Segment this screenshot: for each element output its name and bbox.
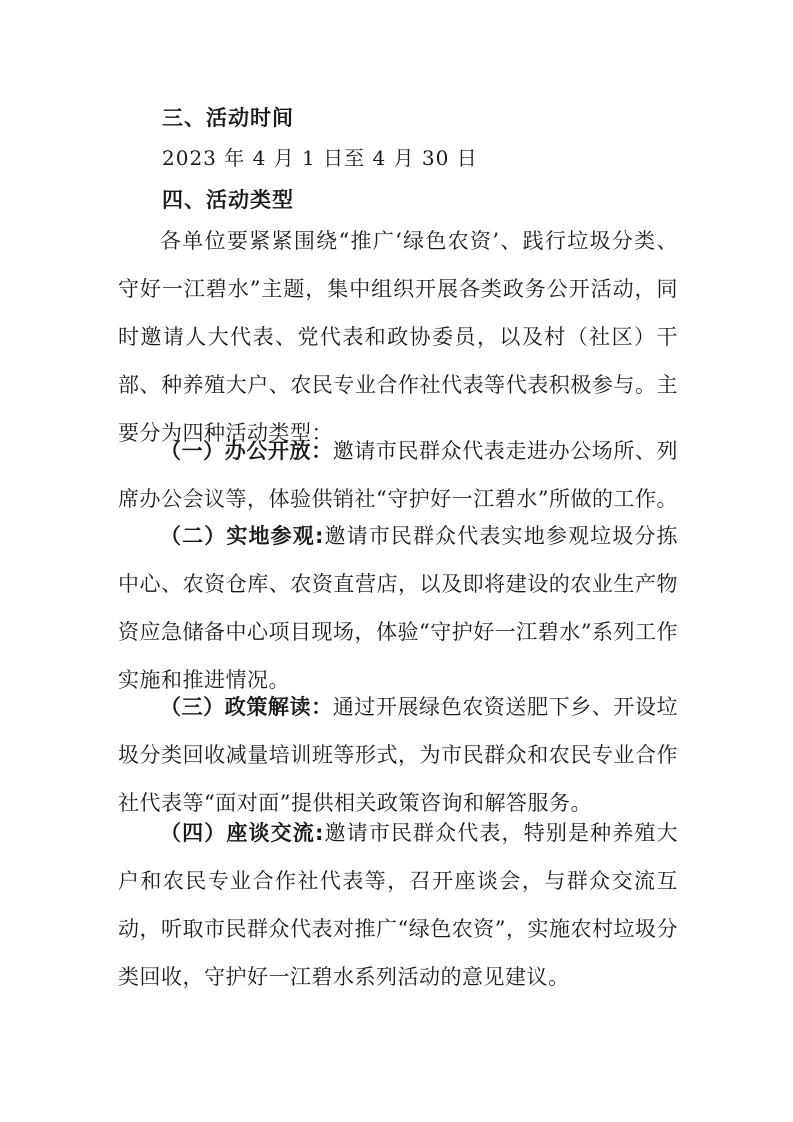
activity-item-office-open [118, 427, 678, 523]
section-4-heading: 四、活动类型 [162, 188, 294, 212]
activity-item-discussion [118, 809, 678, 1001]
item-label: （一）办公开放： [160, 439, 333, 463]
intro-paragraph: 各单位要紧紧围绕“推广‘绿色农资’、践行垃圾分类、守好一江碧水”主题，集中组织开展各类政务公开活动，同时邀请人大代表、党代表和政协委员，以及村（社区）干部、种养殖大户、农民专业合作社代表等代表积极参与。主要分为四种活动类型： [118, 229, 678, 445]
item-text: 通过开展绿色农资送肥下乡、开设垃圾分类回收减量培训班等形式，为市民群众和农民专业合作社代表等“面对面”提供相关政策咨询和解答服务。 [118, 695, 679, 815]
activity-date: 2023 年 4 月 1 日至 4 月 30 日 [162, 146, 478, 170]
item-label: （四）座谈交流: [160, 821, 324, 845]
item-text: 邀请市民群众代表，特别是种养殖大户和农民专业合作社代表等，召开座谈会，与群众交流互动，听取市民群众代表对推广“绿色农资”，实施农村垃圾分类回收，守护好一江碧水系列活动的意见建议。 [118, 821, 678, 989]
section-3-heading: 三、活动时间 [162, 106, 294, 130]
item-label: （二）实地参观: [160, 524, 324, 548]
item-text: 邀请市民群众代表走进办公场所、列席办公会议等，体验供销社“守护好一江碧水”所做的工作。 [118, 439, 679, 511]
activity-item-policy-interpretation [118, 683, 678, 827]
item-text: 邀请市民群众代表实地参观垃圾分拣中心、农资仓库、农资直营店，以及即将建设的农业生产物资应急储备中心项目现场，体验“守护好一江碧水”系列工作实施和推进情况。 [118, 524, 678, 692]
item-label: （三）政策解读： [160, 695, 333, 719]
activity-item-site-visit [118, 512, 678, 704]
